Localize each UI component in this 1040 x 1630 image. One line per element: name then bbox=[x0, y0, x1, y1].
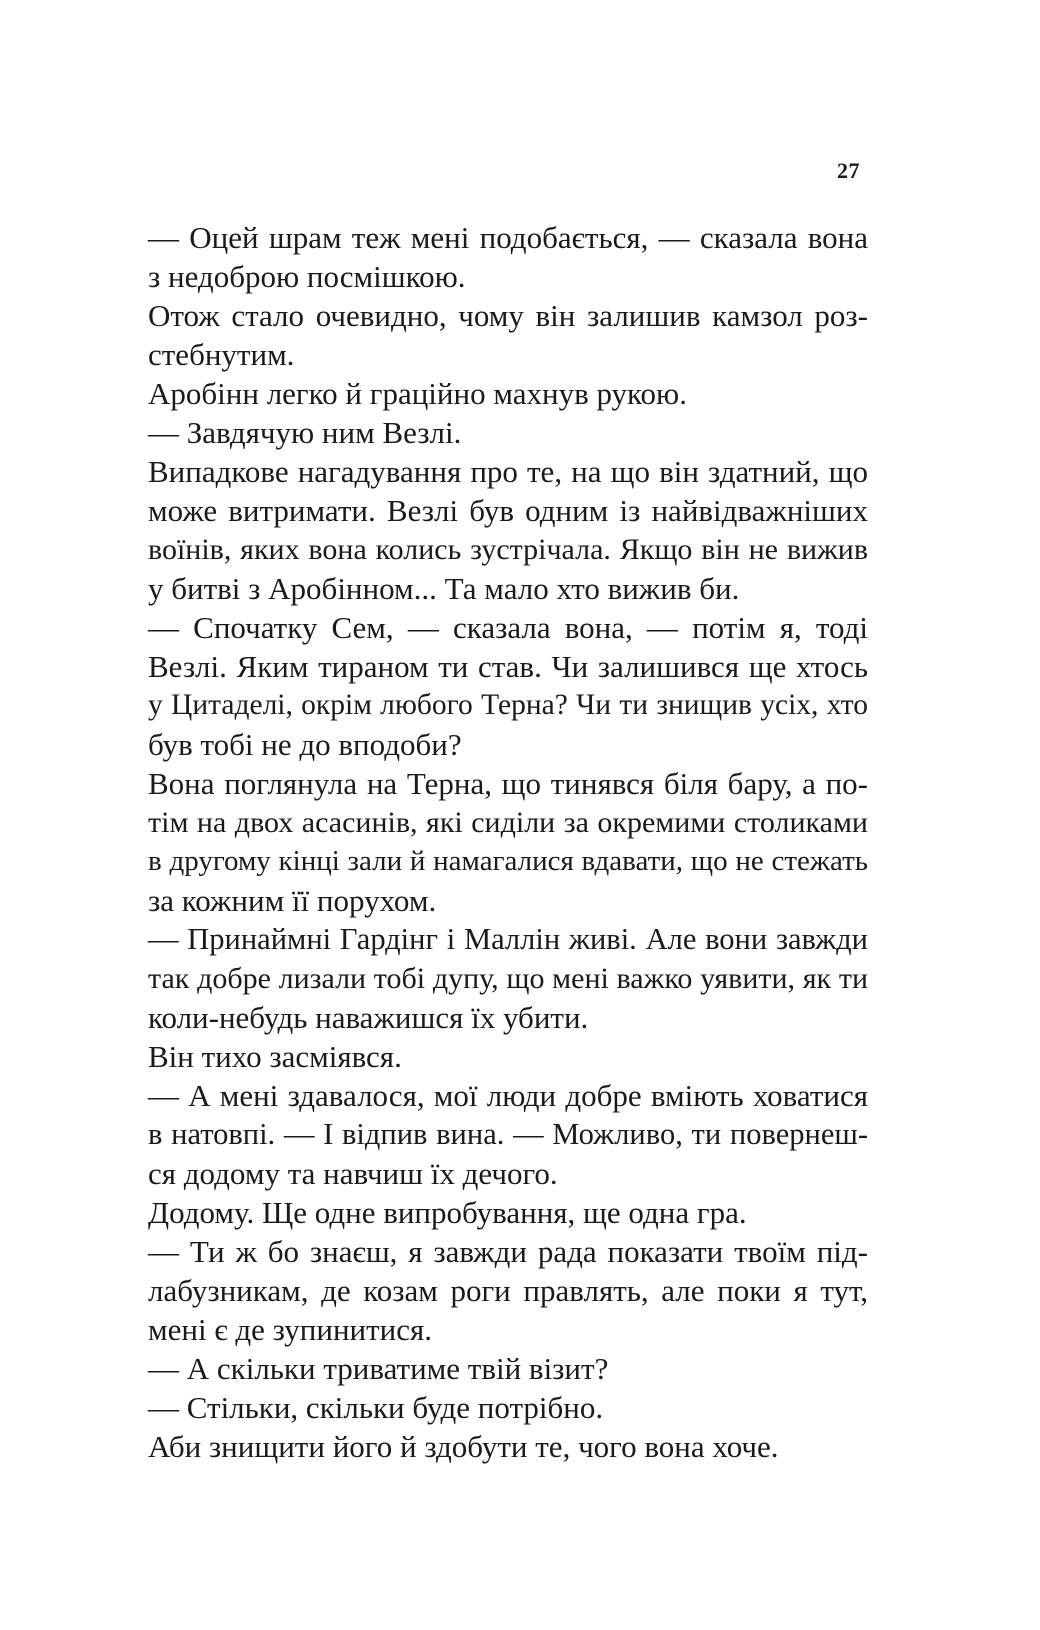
text-line: з недоброю посмішкою. bbox=[148, 259, 466, 294]
text-line: був тобі не до вподоби? bbox=[148, 727, 462, 762]
text-line: Аробінн легко й граційно махнув рукою. bbox=[148, 376, 687, 411]
text-line: у Цитаделі, окрім любого Терна? Чи ти знищив усіх, хто bbox=[148, 689, 868, 721]
text-line: — Принаймні Гардінг і Маллін живі. Але вони завжди bbox=[148, 922, 868, 956]
text-line: — Завдячую ним Везлі. bbox=[148, 415, 462, 450]
text-line: може витримати. Везлі був одним із найвідважніших bbox=[148, 493, 868, 528]
text-line: стебнутим. bbox=[148, 337, 295, 372]
text-line: за кожним її порухом. bbox=[148, 883, 437, 918]
text-line: Додому. Ще одне випробування, ще одна гра. bbox=[148, 1195, 747, 1230]
text-line: в натовпі. — І відпив вина. — Можливо, ти повернеш- bbox=[148, 1117, 868, 1151]
text-line: Вона поглянула на Терна, що тинявся біля бару, а по- bbox=[148, 766, 868, 801]
text-line: Він тихо засміявся. bbox=[148, 1039, 402, 1074]
text-line: в другому кінці зали й намагалися вдавати, що не стежать bbox=[148, 845, 868, 877]
text-line: — Стільки, скільки буде потрібно. bbox=[148, 1390, 604, 1425]
text-line: Випадкове нагадування про те, на що він здатний, що bbox=[148, 454, 868, 489]
text-line: мені є де зупинитися. bbox=[148, 1312, 433, 1347]
text-line: ся додому та навчиш їх дечого. bbox=[148, 1156, 558, 1191]
text-line: — Спочатку Сем, — сказала вона, — потім я, тоді bbox=[148, 610, 868, 645]
text-line: — Оцей шрам теж мені подобається, — сказала вона bbox=[148, 220, 868, 255]
text-line: Везлі. Яким тираном ти став. Чи залишився ще хтось bbox=[148, 649, 868, 684]
text-line: лабузникам, де козам роги правлять, але поки я тут, bbox=[148, 1273, 868, 1308]
text-line: тім на двох асасинів, які сиділи за окремими столиками bbox=[148, 806, 868, 839]
body-text bbox=[148, 218, 868, 1466]
text-line: — А мені здавалося, мої люди добре вміють ховатися bbox=[148, 1078, 868, 1113]
text-line: у битві з Аробінном... Та мало хто вижив би. bbox=[148, 571, 740, 606]
text-line: Отож стало очевидно, чому він залишив камзол роз- bbox=[148, 298, 868, 333]
text-line: так добре лизали тобі дупу, що мені важко уявити, як ти bbox=[148, 962, 868, 995]
page-number: 27 bbox=[837, 158, 860, 183]
text-line: — А скільки триватиме твій візит? bbox=[148, 1351, 609, 1386]
text-line: — Ти ж бо знаєш, я завжди рада показати твоїм під- bbox=[148, 1234, 868, 1269]
text-line: Аби знищити його й здобути те, чого вона хоче. bbox=[148, 1429, 779, 1464]
text-line: коли-небудь наважишся їх убити. bbox=[148, 1000, 589, 1035]
text-line: воїнів, яких вона колись зустрічала. Якщо він не вижив bbox=[148, 533, 868, 566]
